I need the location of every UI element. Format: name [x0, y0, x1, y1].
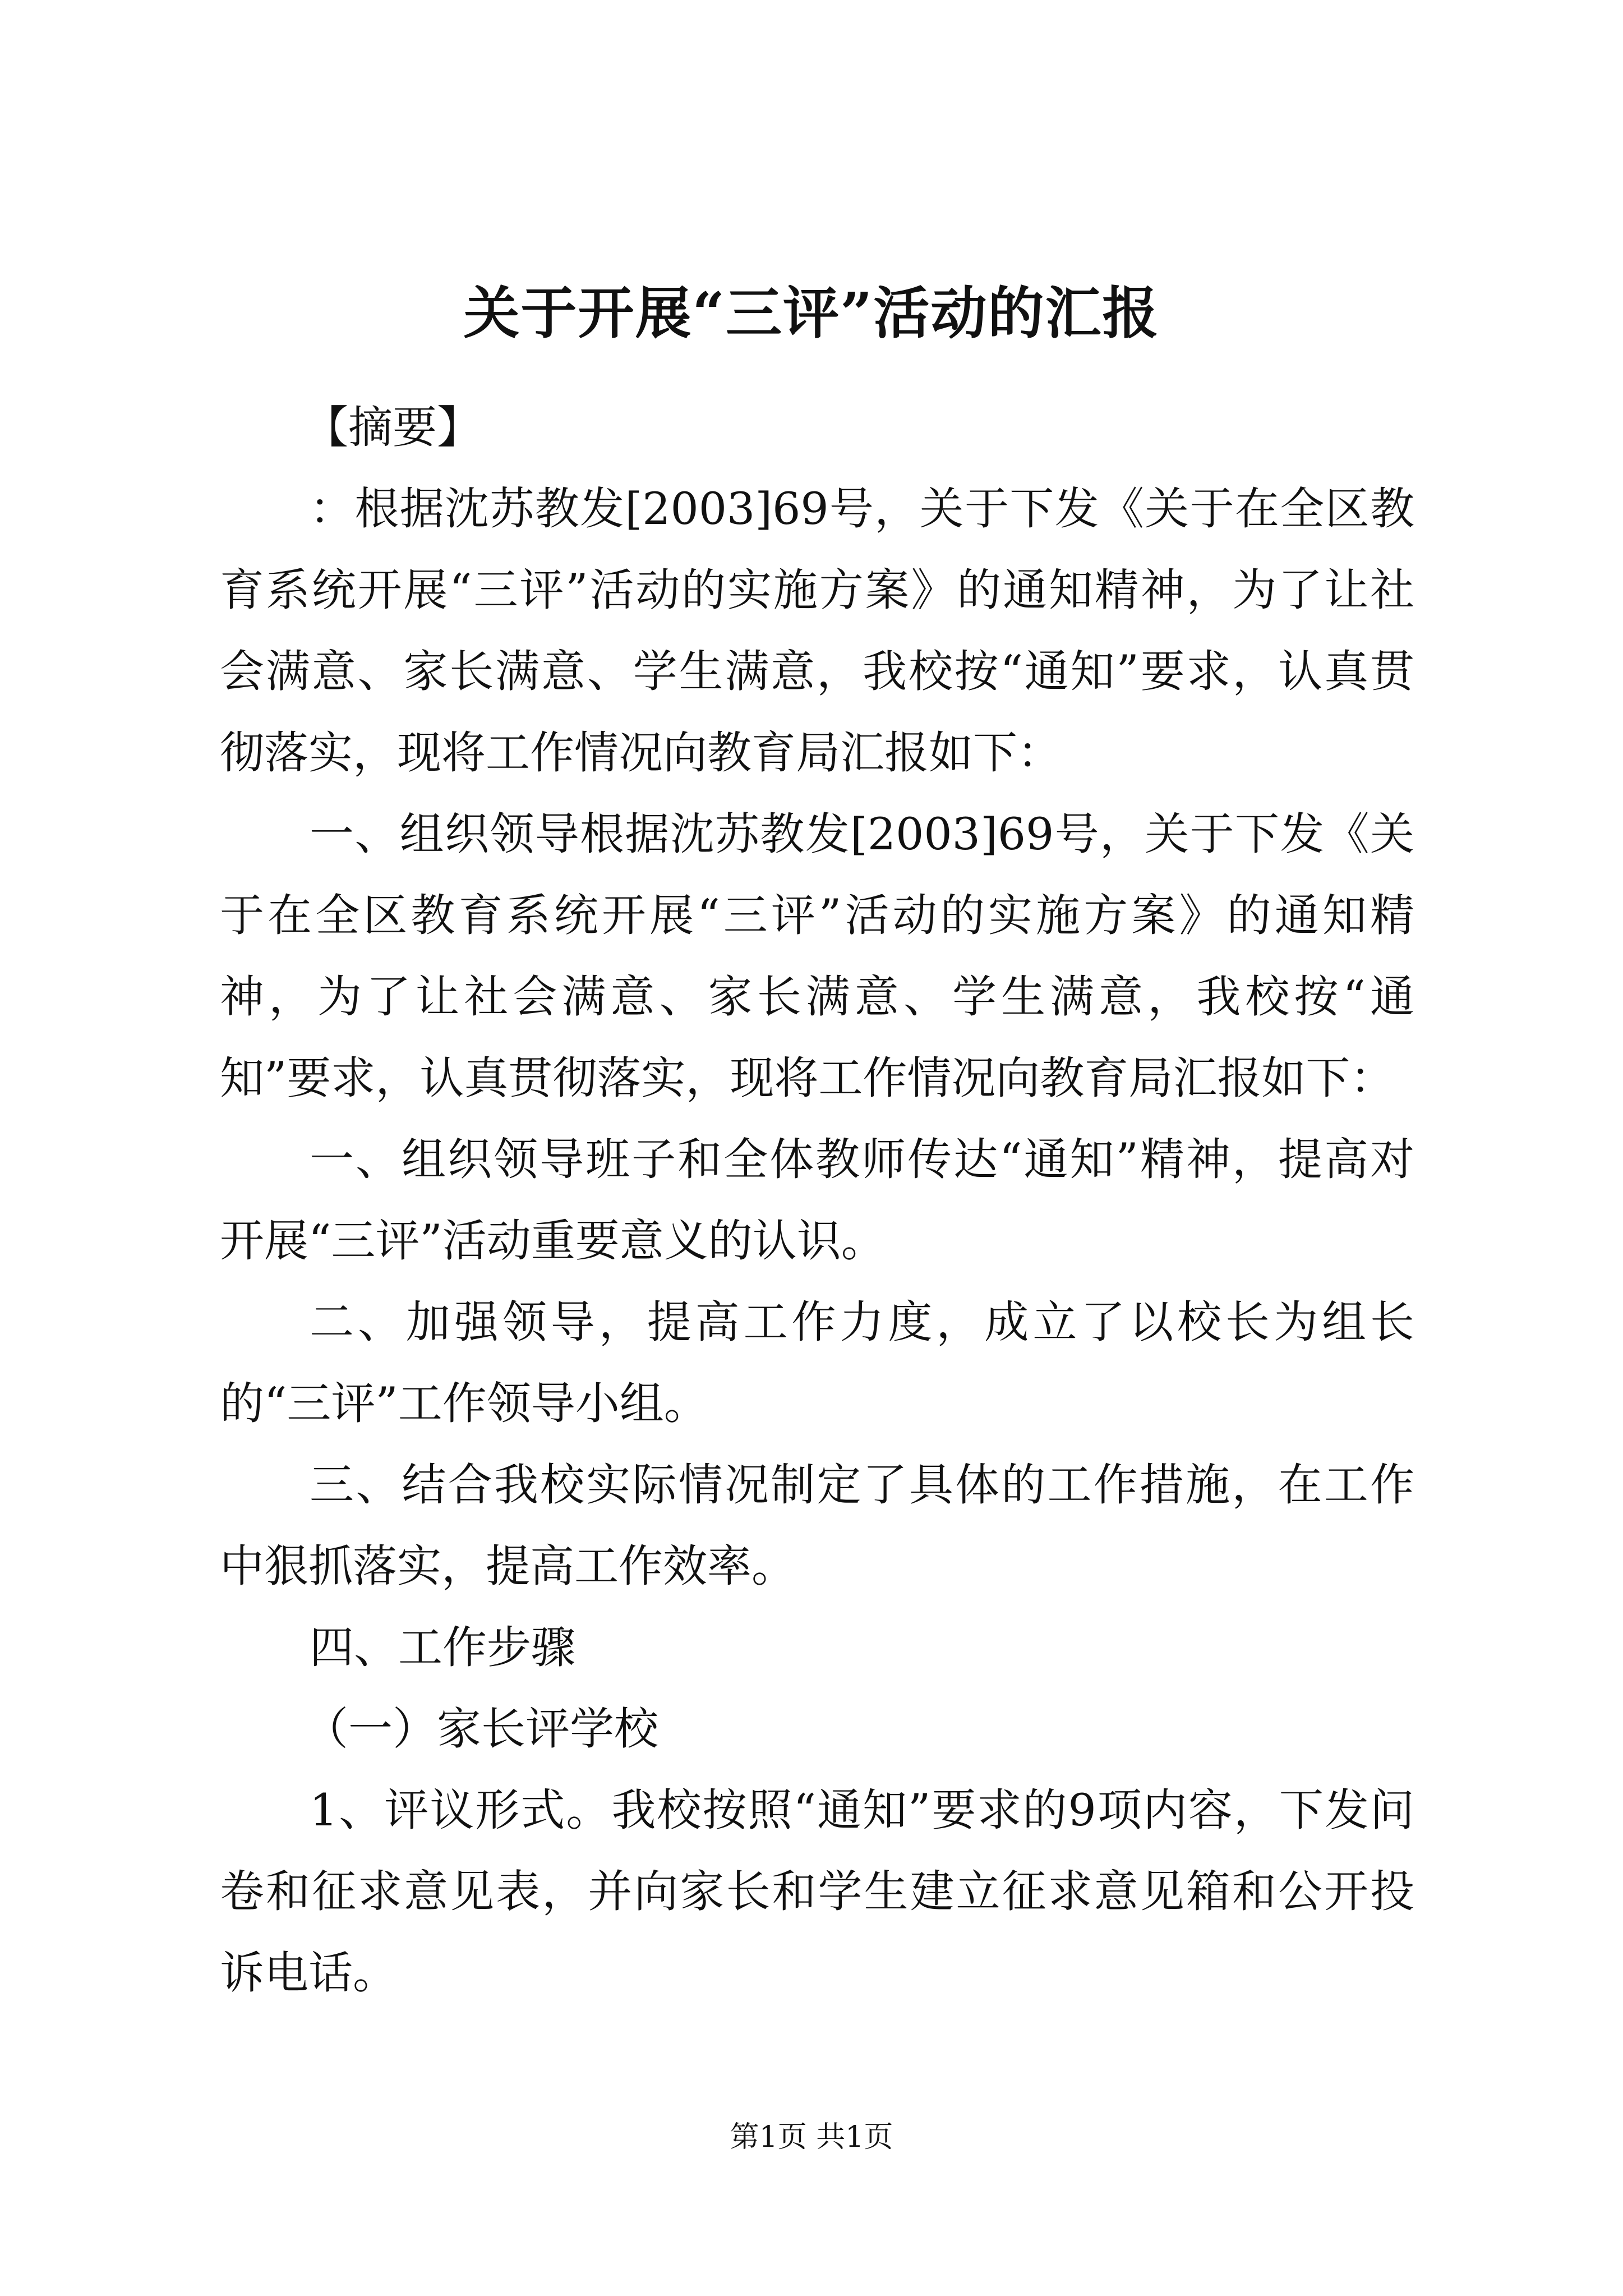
paragraph-point-1: 一、组织领导班子和全体教师传达“通知”精神，提高对开展“三评”活动重要意义的认识。: [220, 1134, 1414, 1267]
paragraph-abstract: ：根据沈苏教发[2003]69号，关于下发《关于在全区教育系统开展“三评”活动的实施方案》的通知精神，为了让社会满意、家长满意、学生满意，我校按“通知”要求，认真贯彻落实，现将工作情况向教育局汇报如下：: [220, 483, 1414, 779]
subheading-parents-evaluate: （一）家长评学校: [304, 1703, 658, 1755]
abstract-label: 【摘要】: [304, 402, 481, 453]
paragraph-organization: 一、组织领导根据沈苏教发[2003]69号，关于下发《关于在全区教育系统开展“三评”活动的实施方案》的通知精神，为了让社会满意、家长满意、学生满意，我校按“通知”要求，认真贯彻落实，现将工作情况向教育局汇报如下：: [220, 808, 1414, 1104]
paragraph-evaluation-form: 1、评议形式。我校按照“通知”要求的9项内容，下发问卷和征求意见表，并向家长和学生建立征求意见箱和公开投诉电话。: [220, 1784, 1414, 1999]
paragraph-point-3: 三、结合我校实际情况制定了具体的工作措施，在工作中狠抓落实，提高工作效率。: [220, 1459, 1414, 1592]
document-body: [220, 387, 1414, 2014]
document-title: 关于开展“三评”活动的汇报: [463, 280, 1160, 346]
heading-work-steps: 四、工作步骤: [310, 1622, 575, 1673]
page-footer: 第1页 共1页: [730, 2120, 893, 2154]
paragraph-point-2: 二、加强领导，提高工作力度，成立了以校长为组长的“三评”工作领导小组。: [220, 1296, 1414, 1429]
